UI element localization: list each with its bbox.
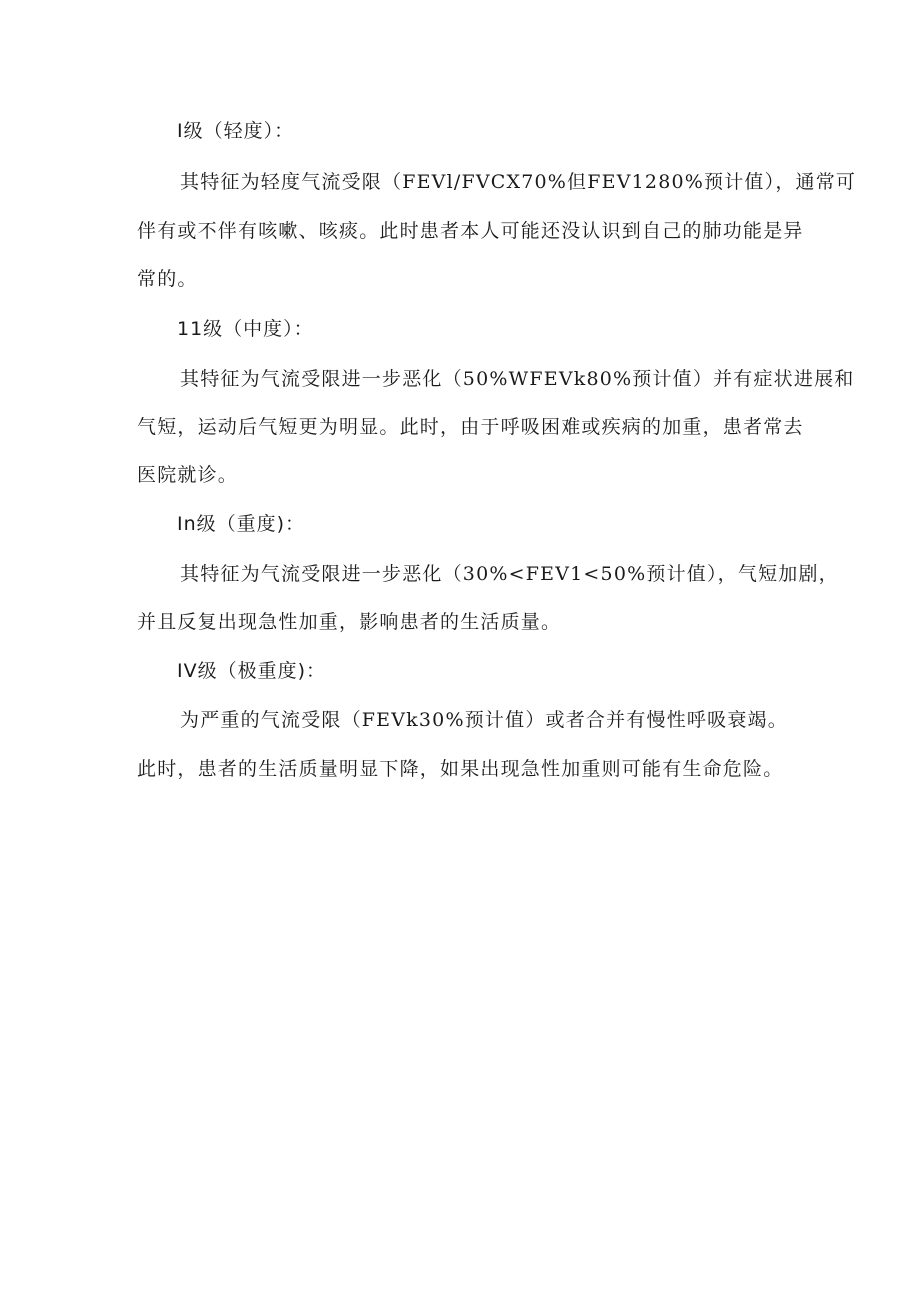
grade-1-line-2: 伴有或不伴有咳嗽、咳痰。此时患者本人可能还没认识到自己的肺功能是异 [137,220,804,242]
grade-1-line-1: 其特征为轻度气流受限（FEVl/FVCX70%但FEV1280%预计值），通常可 [180,171,857,193]
grade-4-line-1: 为严重的气流受限（FEVk30%预计值）或者合并有慢性呼吸衰竭。 [180,709,788,731]
grade-1-line-3: 常的。 [137,268,198,290]
grade-2-line-2: 气短，运动后气短更为明显。此时，由于呼吸困难或疾病的加重，患者常去 [137,416,804,438]
grade-3-line-2: 并且反复出现急性加重，影响患者的生活质量。 [137,611,562,633]
grade-4-heading: IV级（极重度)： [177,660,327,682]
grade-1-heading: I级（轻度）： [177,120,295,142]
grade-4-line-2: 此时，患者的生活质量明显下降，如果出现急性加重则可能有生命危险。 [137,758,784,780]
grade-2-line-1: 其特征为气流受限进一步恶化（50%WFEVk80%预计值）并有症状进展和 [180,368,855,390]
grade-3-line-1: 其特征为气流受限进一步恶化（30%<FEV1<50%预计值），气短加剧， [180,563,839,585]
grade-3-heading: In级（重度)： [177,513,306,535]
grade-2-heading: 11级（中度）： [177,318,314,340]
grade-2-line-3: 医院就诊。 [137,464,239,486]
